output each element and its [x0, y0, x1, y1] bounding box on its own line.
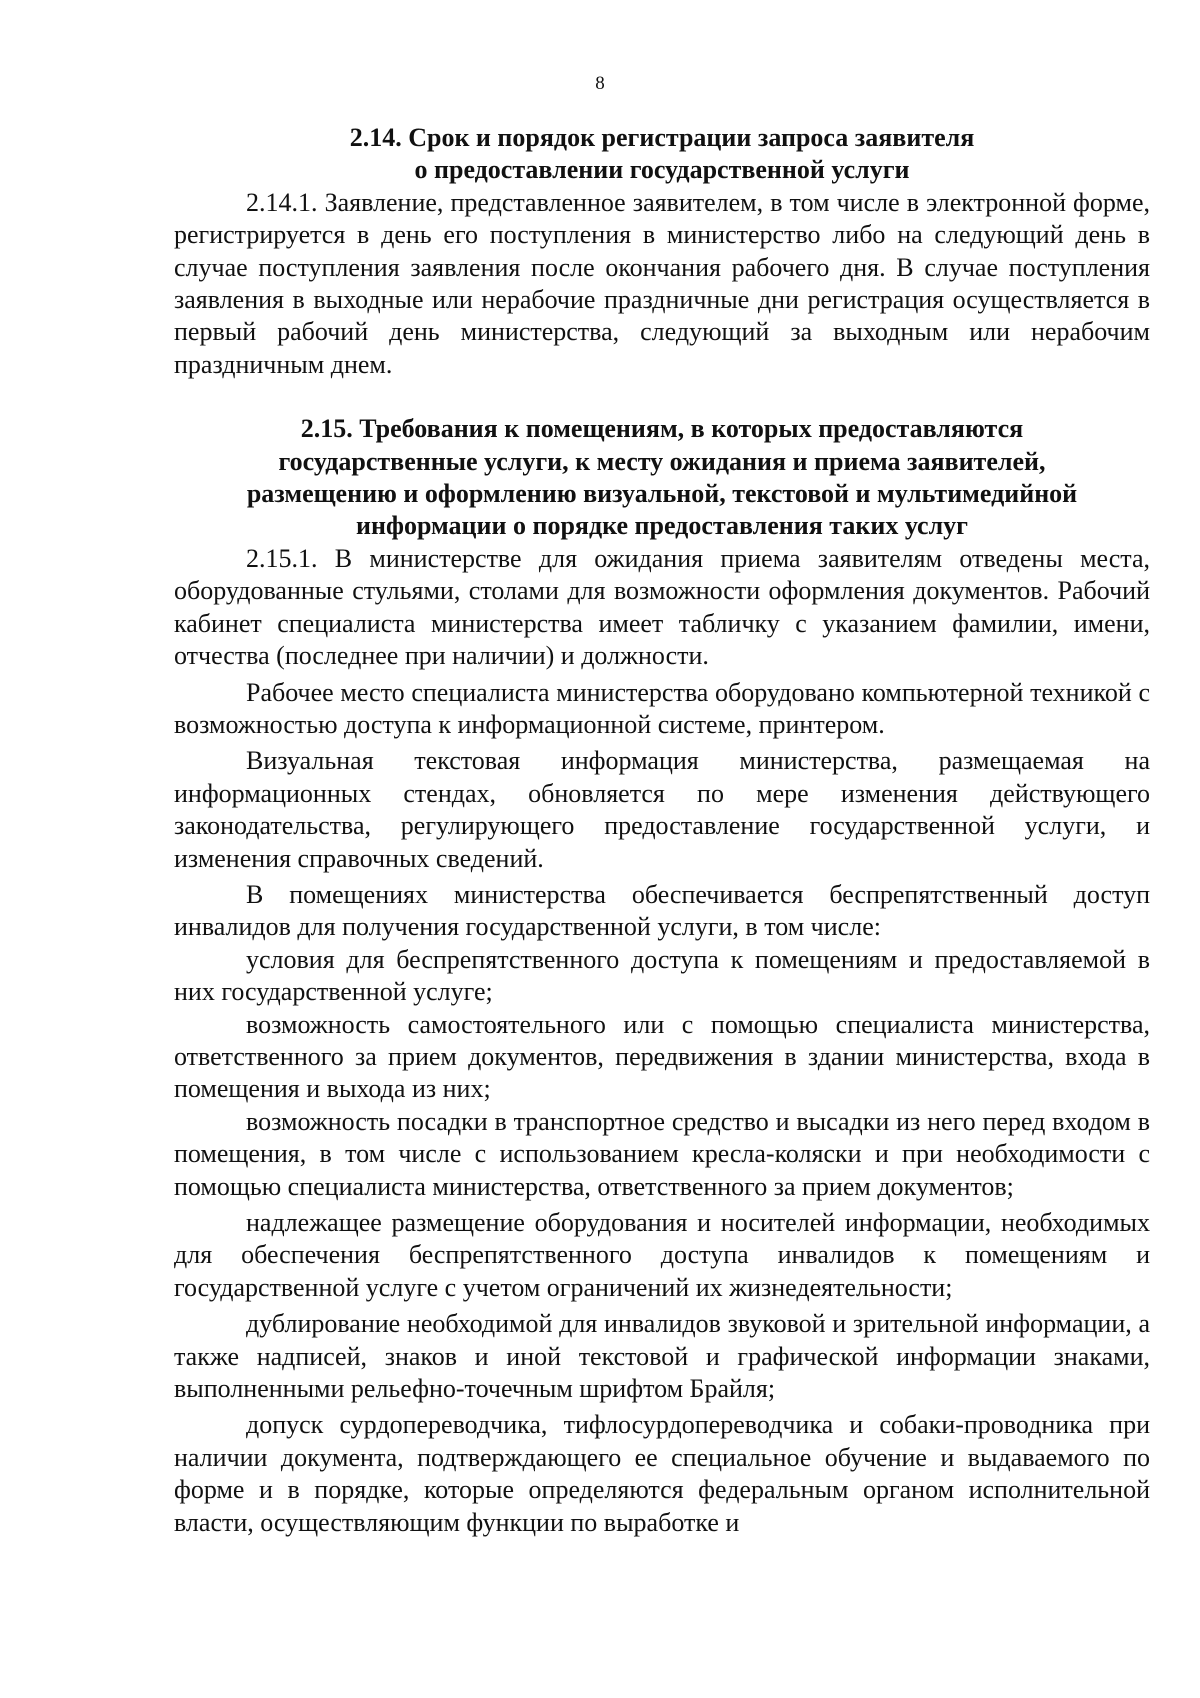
document-body — [174, 122, 1150, 1539]
heading-line: размещению и оформлению визуальной, текстовой и мультимедийной — [246, 479, 1078, 509]
list-item-movement: возможность самостоятельного или с помощью специалиста министерства, ответственного за прием документов, передвижения в здании министерства, входа в помещения и выхода из них; — [174, 1009, 1150, 1104]
page-number: 8 — [595, 73, 605, 94]
paragraph-accessibility-intro: В помещениях министерства обеспечивается беспрепятственный доступ инвалидов для получения государственной услуги, в том числе: — [174, 879, 1150, 942]
list-item-braille-duplication: дублирование необходимой для инвалидов звуковой и зрительной информации, а также надписей, знаков и иной текстовой и графической информации знаками, выполненными рельефно-точечным шрифтом Брайля; — [174, 1309, 1150, 1404]
heading-line: 2.15. Требования к помещениям, в которых предоставляются — [300, 414, 1024, 444]
section-2-15-heading — [174, 413, 1150, 543]
list-item-interpreter-admission: допуск сурдопереводчика, тифлосурдопереводчика и собаки-проводника при наличии документа, подтверждающего ее специальное обучение и выдаваемого по форме и в порядке, которые определяются федеральным органом исполнительной власти, осуществляющим функции по выработке и — [174, 1410, 1150, 1537]
list-item-access-conditions: условия для беспрепятственного доступа к помещениям и предоставляемой в них государственной услуге; — [174, 944, 1150, 1007]
paragraph-workplace: Рабочее место специалиста министерства оборудовано компьютерной техникой с возможностью доступа к информационной системе, принтером. — [174, 677, 1150, 739]
paragraph-2-14-1: 2.14.1. Заявление, представленное заявителем, в том числе в электронной форме, регистрируется в день его поступления в министерство либо на следующий день в случае поступления заявления после окончания рабочего дня. В случае поступления заявления в выходные или нерабочие праздничные дни регистрация осуществляется в первый рабочий день министерства, следующий за выходным или нерабочим праздничным днем. — [174, 187, 1150, 379]
paragraph-visual-info: Визуальная текстовая информация министерства, размещаемая на информационных стендах, обновляется по мере изменения действующего законодательства, регулирующего предоставление государственной услуги, и изменения справочных сведений. — [174, 746, 1150, 873]
section-2-14-heading — [174, 122, 1150, 187]
heading-line: государственные услуги, к месту ожидания и приема заявителей, — [278, 446, 1046, 476]
heading-line: о предоставлении государственной услуги — [414, 155, 910, 185]
paragraph-2-15-1: 2.15.1. В министерстве для ожидания приема заявителям отведены места, оборудованные стульями, столами для возможности оформления документов. Рабочий кабинет специалиста министерства имеет табличку с указанием фамилии, имени, отчества (последнее при наличии) и должности. — [174, 543, 1150, 671]
list-item-equipment-placement: надлежащее размещение оборудования и носителей информации, необходимых для обеспечения беспрепятственного доступа инвалидов к помещениям и государственной услуге с учетом ограничений их жизнедеятельности; — [174, 1208, 1150, 1302]
section-spacer — [174, 381, 1150, 413]
heading-line: информации о порядке предоставления таких услуг — [356, 511, 968, 541]
list-item-transport: возможность посадки в транспортное средство и высадки из него перед входом в помещения, в том числе с использованием кресла-коляски и при необходимости с помощью специалиста министерства, ответственного за прием документов; — [174, 1106, 1150, 1201]
heading-line: 2.14. Срок и порядок регистрации запроса заявителя — [349, 123, 975, 152]
